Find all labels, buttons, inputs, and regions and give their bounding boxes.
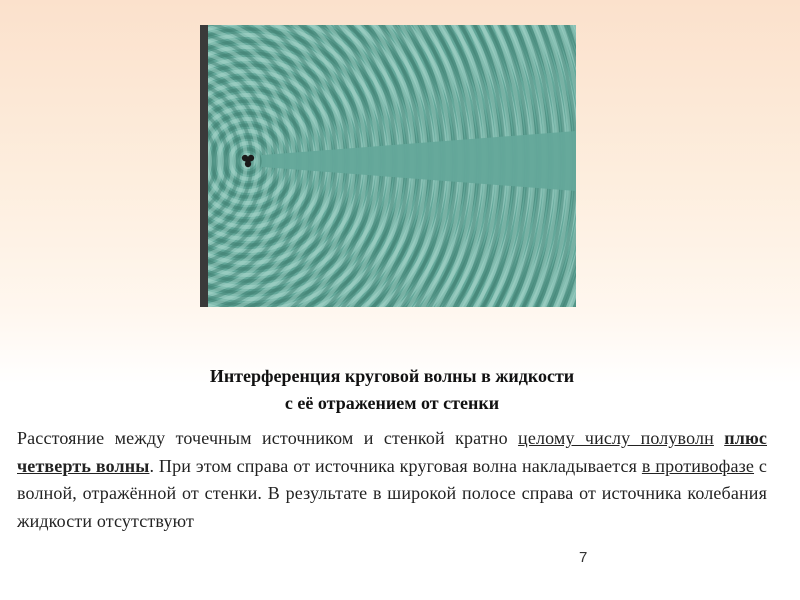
figure-caption — [100, 363, 684, 417]
underlined-phrase-half-waves: целому числу полуволн — [518, 428, 714, 448]
underlined-bold-phrase-quarter-wave: плюс четверть волны — [17, 428, 768, 476]
caption-line-1: Интерференция круговой волны в жидкости — [209, 366, 575, 386]
explanation-paragraph — [17, 425, 767, 535]
caption-line-2: с её отражением от стенки — [284, 393, 500, 413]
text-segment: . При этом справа от источника круговая волна накладывается — [149, 455, 642, 476]
wall — [200, 25, 208, 307]
wave-interference-figure — [200, 25, 576, 307]
wave-pattern-image — [200, 25, 576, 307]
text-segment: с волной, отражённой от стенки. В результате в широкой полосе справа от источника колебания жидкости отсутствуют — [17, 455, 767, 531]
text-segment: Расстояние между точечным источником и стенкой кратно — [17, 428, 519, 448]
text-segment — [714, 428, 724, 448]
page-number: 7 — [579, 549, 588, 566]
underlined-phrase-antiphase: в противофазе — [641, 455, 755, 476]
